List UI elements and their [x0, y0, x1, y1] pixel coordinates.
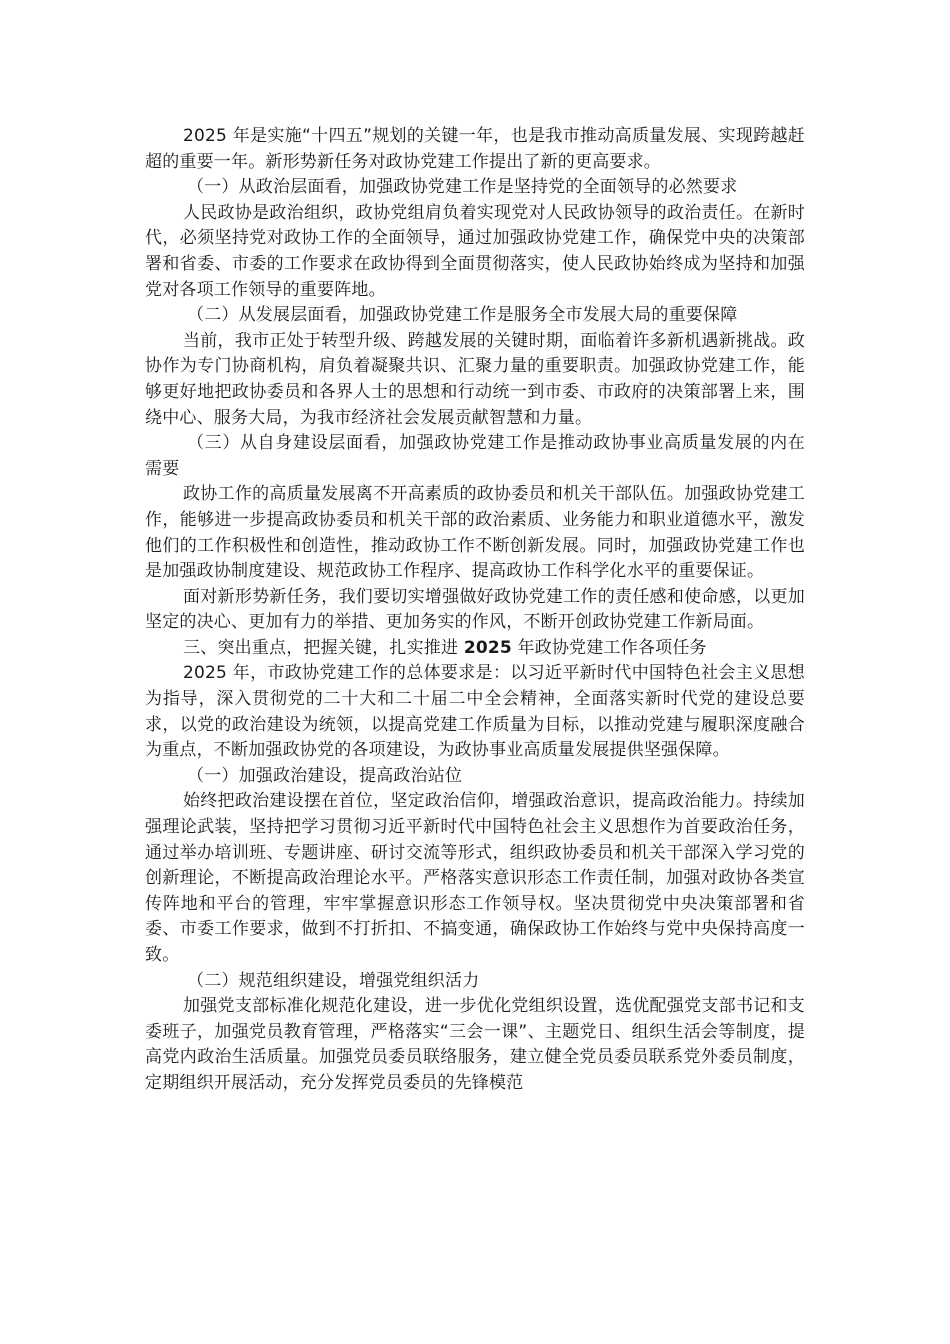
heading-self-building-level: （三）从自身建设层面看，加强政协党建工作是推动政协事业高质量发展的内在需要: [145, 433, 805, 479]
paragraph-political-building: 始终把政治建设摆在首位，坚定政治信仰，增强政治意识，提高政治能力。持续加强理论武装，坚持把学习贯彻习近平新时代中国特色社会主义思想作为首要政治任务，通过举办培训班、专题讲座、研讨交流等形式，组织政协委员和机关干部深入学习党的创新理论，不断提高政治理论水平。严格落实意识形态工作责任制，加强对政协各类宣传阵地和平台的管理，牢牢掌握意识形态工作领导权。坚决贯彻党中央决策部署和省委、市委工作要求，做到不打折扣、不搞变通，确保政协工作始终与党中央保持高度一致。: [145, 791, 805, 965]
paragraph-intro: 2025 年是实施“十四五”规划的关键一年，也是我市推动高质量发展、实现跨越赶超的重要一年。新形势新任务对政协党建工作提出了新的更高要求。: [145, 126, 805, 172]
paragraph-new-situation: 面对新形势新任务，我们要切实增强做好政协党建工作的责任感和使命感，以更加坚定的决心、更加有力的举措、更加务实的作风，不断开创政协党建工作新局面。: [145, 586, 805, 633]
section-heading-three: [145, 636, 805, 662]
section-heading-text-before: 三、突出重点，把握关键，扎实推进: [183, 637, 464, 658]
heading-development-level: （二）从发展层面看，加强政协党建工作是服务全市发展大局的重要保障: [187, 305, 738, 326]
heading-organization-building: （二）规范组织建设，增强党组织活力: [187, 970, 480, 991]
paragraph-overall-requirement: 2025 年，市政协党建工作的总体要求是：以习近平新时代中国特色社会主义思想为指导，深入贯彻党的二十大和二十届二中全会精神，全面落实新时代党的建设总要求，以党的政治建设为统领，以提高党建工作质量为目标，以推动党建与履职深度融合为重点，不断加强政协党的各项建设，为政协事业高质量发展提供坚强保障。: [145, 663, 805, 761]
section-heading-text-after: 年政协党建工作各项任务: [511, 637, 707, 658]
paragraph-organization-building: 加强党支部标准化规范化建设，进一步优化党组织设置，选优配强党支部书记和支委班子，加强党员教育管理，严格落实“三会一课”、主题党日、组织生活会等制度，提高党内政治生活质量。加强党员委员联络服务，建立健全党员委员联系党外委员制度，定期组织开展活动，充分发挥党员委员的先锋模范: [145, 996, 805, 1093]
heading-political-building: （一）加强政治建设，提高政治站位: [187, 765, 463, 786]
paragraph-self-building-level: 政协工作的高质量发展离不开高素质的政协委员和机关干部队伍。加强政协党建工作，能够进一步提高政协委员和机关干部的政治素质、业务能力和职业道德水平，激发他们的工作积极性和创造性，推动政协工作不断创新发展。同时，加强政协党建工作也是加强政协制度建设、规范政协工作程序、提高政协工作科学化水平的重要保证。: [145, 484, 805, 582]
paragraph-development-level: 当前，我市正处于转型升级、跨越发展的关键时期，面临着许多新机遇新挑战。政协作为专门协商机构，肩负着凝聚共识、汇聚力量的重要职责。加强政协党建工作，能够更好地把政协委员和各界人士的思想和行动统一到市委、市政府的决策部署上来，围绕中心、服务大局，为我市经济社会发展贡献智慧和力量。: [145, 330, 805, 428]
paragraph-political-level: 人民政协是政治组织，政协党组肩负着实现党对人民政协领导的政治责任。在新时代，必须坚持党对政协工作的全面领导，通过加强政协党建工作，确保党中央的决策部署和省委、市委的工作要求在政协得到全面贯彻落实，使人民政协始终成为坚持和加强党对各项工作领导的重要阵地。: [145, 202, 805, 300]
section-heading-year: 2025: [463, 637, 512, 658]
heading-political-level: （一）从政治层面看，加强政协党建工作是坚持党的全面领导的必然要求: [187, 177, 738, 198]
document-page: [145, 124, 805, 1097]
